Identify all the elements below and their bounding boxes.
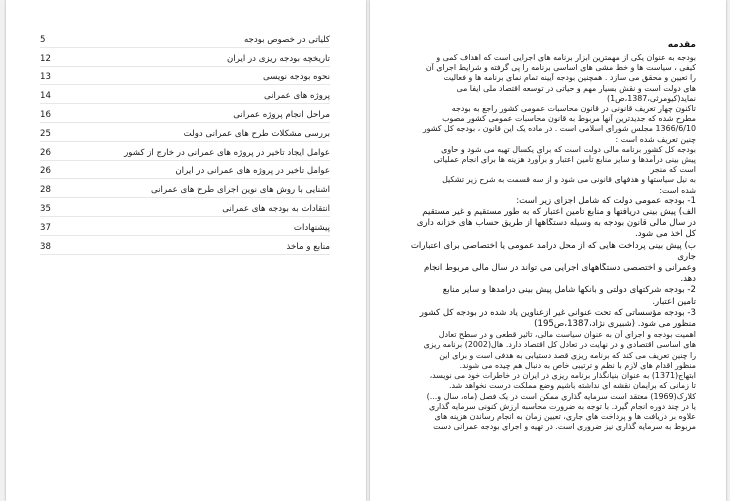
paragraph-line: است که منجر — [650, 165, 696, 175]
paragraph-line: 1366/6/10 مجلس شورای اسلامی است . در ماده یک این قانون ، بودجه کل کشور — [422, 124, 696, 134]
toc-entry-title: تاریخچه بودجه ریزی در ایران — [227, 53, 330, 64]
paragraph-line: نماید(کیومرثی،1387،ص1) — [606, 93, 696, 103]
list-item-line: 2- بودجه شرکتهای دولتی و بانکها شامل پیش بینی درآمدها و سایر منابع — [442, 285, 696, 296]
toc-entry-title: انتقادات به بودجه های عمرانی — [222, 203, 330, 214]
paragraph-line: مربوط به سرمایه گذاری نیز ضروری است. در تهیه و اجرای بودجه عمرانی دست — [433, 422, 696, 432]
paragraph-line: را تعیین و محقق می سازد . همچنین بودجه آیینه تمام نمای برنامه ها و فعالیت — [443, 73, 696, 83]
toc-entry-title: آشنایی با روش های نوین اجرای طرح های عمرانی — [151, 185, 330, 196]
toc-entry — [40, 161, 330, 180]
list-item-line: ب) پیش بینی پرداخت هایی که از محل درآمد عمومی یا اختصاصی برای اعتبارات — [410, 240, 696, 251]
paragraph-line: کیفی ، سیاست ها و خط مشی های اساسی برنامه را پی گرفته و شرایط اجرای آن — [425, 63, 696, 73]
toc-entry — [40, 236, 330, 255]
paragraph-line: پیش بینی درآمدها و سایر منابع تأمین اعتبار و برآورد هزینه ها برای انجام عملیاتی — [433, 155, 696, 165]
paragraph-line: یا در چند دوره انجام گیرد. با توجه به ضرورت محاسبه ارزش کنونی سرمایه گذاری — [429, 401, 696, 411]
toc-entry-page-number: 26 — [40, 147, 51, 158]
toc-entry — [40, 123, 330, 142]
toc-entry-title: بررسی مشکلات طرح های عمرانی دولت — [183, 128, 330, 139]
paragraph-line: به نیل سیاستها و هدفهای قانونی می شود و از سه قسمت به شرح زیر تشکیل — [442, 175, 696, 185]
paragraph-line: را چنین تعریف می کند که برنامه ریزی قصد دستیابی به هدفی است و برای این — [439, 350, 696, 360]
toc-entry-title: عوامل تاخیر در پروژه های عمرانی در ایران — [175, 166, 330, 177]
paragraph-line: منظور اقدام های لازم با نظم و ترتیبی خاص به دنبال هم چیده می شوند. — [459, 360, 696, 370]
list-item-line: تأمین اعتبار. — [652, 296, 696, 307]
list-item-line: دهد. — [680, 274, 696, 285]
paragraph-line: شده است: — [659, 185, 696, 195]
introduction-paragraph — [392, 53, 696, 196]
toc-entry — [40, 198, 330, 217]
toc-entry — [40, 217, 330, 236]
toc-entry-title: مراحل انجام پروژه عمرانی — [233, 109, 330, 120]
list-item-line: وعمرانی و اختصصی دستگاههای اجرایی می تواند در سال مالی مربوط انجام — [423, 263, 696, 274]
paragraph-line: چنین تعریف شده است : — [615, 134, 696, 144]
introduction-content — [392, 40, 696, 432]
paragraph-line: مطرح شده که جدیدترین آنها مربوط به قانون محاسبات عمومی کشور مصوب — [442, 114, 696, 124]
toc-entry — [40, 48, 330, 67]
toc-entry-page-number: 5 — [40, 34, 46, 45]
list-item-line: جاری — [677, 251, 696, 262]
toc-entry-page-number: 13 — [40, 72, 51, 83]
toc-entry-page-number: 37 — [40, 222, 51, 233]
paragraph-line: بودجه به عنوان یکی از مهمترین ابزار برنامه های اجرایی است که اهداف کمی و — [436, 53, 696, 62]
paragraph-line: کلارک(1969) معتقد است سرمایه گذاری ممکن است در یک فصل (ماه، سال و...) — [426, 391, 696, 401]
list-item-line: در سال مالی قانون بودجه به وسیله دستگاهها از طریق حساب های خزانه داری — [416, 218, 696, 229]
toc-entry-title: عوامل ایجاد تاخیر در پروژه های عمرانی در خارج از کشور — [124, 147, 330, 158]
toc-entry — [40, 104, 330, 123]
toc-entry-page-number: 25 — [40, 128, 51, 139]
toc-entry-page-number: 26 — [40, 166, 51, 177]
paragraph-line: تا زمانی که برایمان نقشه ای نداشته باشیم وضع مملکت درست نخواهد شد. — [448, 381, 696, 391]
toc-entry-page-number: 12 — [40, 53, 51, 64]
toc-entry — [40, 67, 330, 86]
list-item-line: 3- بودجه مؤسساتی که تحت عنوانی غیر ازعناوین یاد شده در بودجه کل کشور — [419, 307, 696, 318]
toc-entry — [40, 29, 330, 48]
toc-entry — [40, 142, 330, 161]
toc-entry-title: منابع و ماخذ — [286, 241, 330, 252]
toc-entry — [40, 85, 330, 104]
toc-entry-page-number: 28 — [40, 185, 51, 196]
closing-paragraph — [392, 330, 696, 432]
introduction-heading: مقدمه — [667, 40, 696, 50]
list-item-line: منظور می شود. (شبیری نژاد،1387،ص195) — [534, 319, 696, 330]
toc-entry-title: نحوه بودجه نویسی — [263, 72, 330, 83]
toc-entry-page-number: 35 — [40, 203, 51, 214]
list-item-line: 1- بودجه عمومی دولت که شامل اجزای زیر است: — [516, 195, 696, 206]
table-of-contents — [40, 29, 330, 255]
paragraph-line: تاکنون چهار تعریف قانونی در قانون محاسبات عمومی کشور راجع به بودجه — [451, 104, 696, 114]
list-item-line: الف) پیش بینی دریافتها و منابع تأمین اعتبار که به طور مستقیم و غیر مستقیم — [422, 207, 696, 218]
toc-entry-title: پیشنهادات — [293, 222, 330, 233]
toc-entry-title: کلیاتی در خصوص بودجه — [243, 34, 330, 45]
introduction-page — [370, 0, 726, 501]
paragraph-line: بودجه کل کشور برنامه مالی دولت است که برای یکسال تهیه می شود و حاوی — [441, 144, 696, 154]
paragraph-line: های دولت است و نقش بسیار مهم و حیاتی در توسعه اقتصاد ملی ایفا می — [456, 83, 696, 93]
toc-entry-title: پروژه های عمرانی — [263, 91, 330, 102]
toc-entry-page-number: 14 — [40, 91, 51, 102]
toc-entry-page-number: 16 — [40, 109, 51, 120]
budget-components-list — [392, 196, 696, 330]
paragraph-line: علاوه بر دریافت ها و پرداخت های جاری، تعیین زمان به انجام رساندن هزینه های — [434, 411, 696, 421]
paragraph-line: های اساسی اقتصادی و در نهایت در تعادل کل اقتصاد دارد. هال(2002) برنامه ریزی — [423, 340, 696, 350]
paragraph-line: ابتهاج(1371) به عنوان بنیانگذار برنامه ریزی در ایران در خاطرات خود می نویسد، — [429, 371, 696, 381]
list-item-line: کل اخذ می شود. — [635, 229, 696, 240]
paragraph-line: اهمیت بودجه و اجرای آن به عنوان سیاست مالی، تاثیر قطعی و در سطح تعادل — [438, 330, 696, 340]
table-of-contents-page — [6, 0, 366, 501]
toc-entry — [40, 179, 330, 198]
toc-entry-page-number: 38 — [40, 241, 51, 252]
